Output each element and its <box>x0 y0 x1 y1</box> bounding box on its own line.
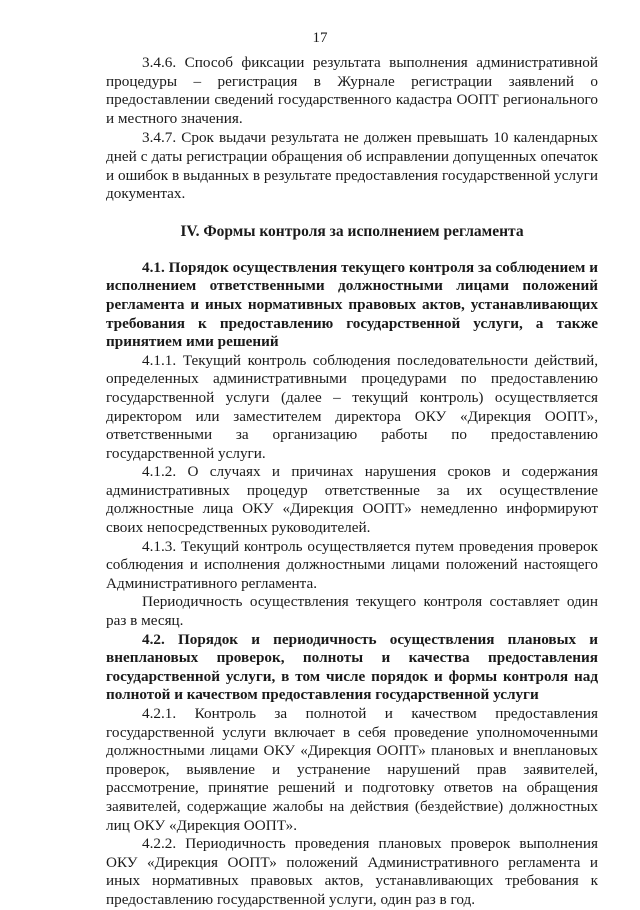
page-number: 17 <box>312 30 328 46</box>
heading-4-1: 4.1. Порядок осуществления текущего контроля за соблюдением и исполнением ответственными должностными лицами положений регламента и иных нормативных правовых актов, устанавливающих требования к предоставлению государственной услуги, а также принятием ими решений <box>106 258 598 351</box>
paragraph-4-1-2: 4.1.2. О случаях и причинах нарушения сроков и содержания административных процедур ответственные за их осуществление должностные лица ОКУ «Дирекция ООПТ» немедленно информируют своих непосредственных руководителей. <box>106 463 598 537</box>
paragraph-4-2-1: 4.2.1. Контроль за полнотой и качеством предоставления государственной услуги включает в себя проведение уполномоченными должностными лицами ОКУ «Дирекция ООПТ» плановых и внеплановых проверок, выявление и устранение нарушений прав заявителей, рассмотрение, принятие решений и подготовку ответов на обращения заявителей, содержащие жалобы на действия (бездействие) должностных лиц ОКУ «Дирекция ООПТ». <box>106 705 598 834</box>
paragraph-3-4-7: 3.4.7. Срок выдачи результата не должен превышать 10 календарных дней с даты регистрации обращения об исправлении допущенных опечаток и ошибок в выданных в результате предоставления государственной услуги документах. <box>106 129 598 203</box>
paragraph-periodicity: Периодичность осуществления текущего контроля составляет один раз в месяц. <box>106 593 598 630</box>
paragraph-3-4-6: 3.4.6. Способ фиксации результата выполнения административной процедуры – регистрация в Журнале регистрации заявлений о предоставлении сведений государственного кадастра ООПТ регионального и местного значения. <box>106 54 598 127</box>
paragraph-4-2-2: 4.2.2. Периодичность проведения плановых проверок выполнения ОКУ «Дирекция ООПТ» положений Административного регламента и иных нормативных правовых актов, устанавливающих требования к предоставлению государственной услуги, один раз в год. <box>106 835 598 908</box>
section-heading-iv: IV. Формы контроля за исполнением регламента <box>180 222 524 240</box>
paragraph-4-1-3: 4.1.3. Текущий контроль осуществляется путем проведения проверок соблюдения и исполнения должностными лицами положений настоящего Административного регламента. <box>106 537 598 592</box>
paragraph-4-1-1: 4.1.1. Текущий контроль соблюдения последовательности действий, определенных административными процедурами по предоставлению государственной услуги (далее – текущий контроль) осуществляется директором или заместителем директора ОКУ «Дирекция ООПТ», ответственными за организацию работы по предоставлению государственной услуги. <box>106 351 598 462</box>
document-body <box>106 54 598 910</box>
heading-4-2: 4.2. Порядок и периодичность осуществления плановых и внеплановых проверок, полноты и качества предоставления государственной услуги, в том числе порядок и формы контроля над полнотой и качеством предоставления государственной услуги <box>106 630 598 704</box>
